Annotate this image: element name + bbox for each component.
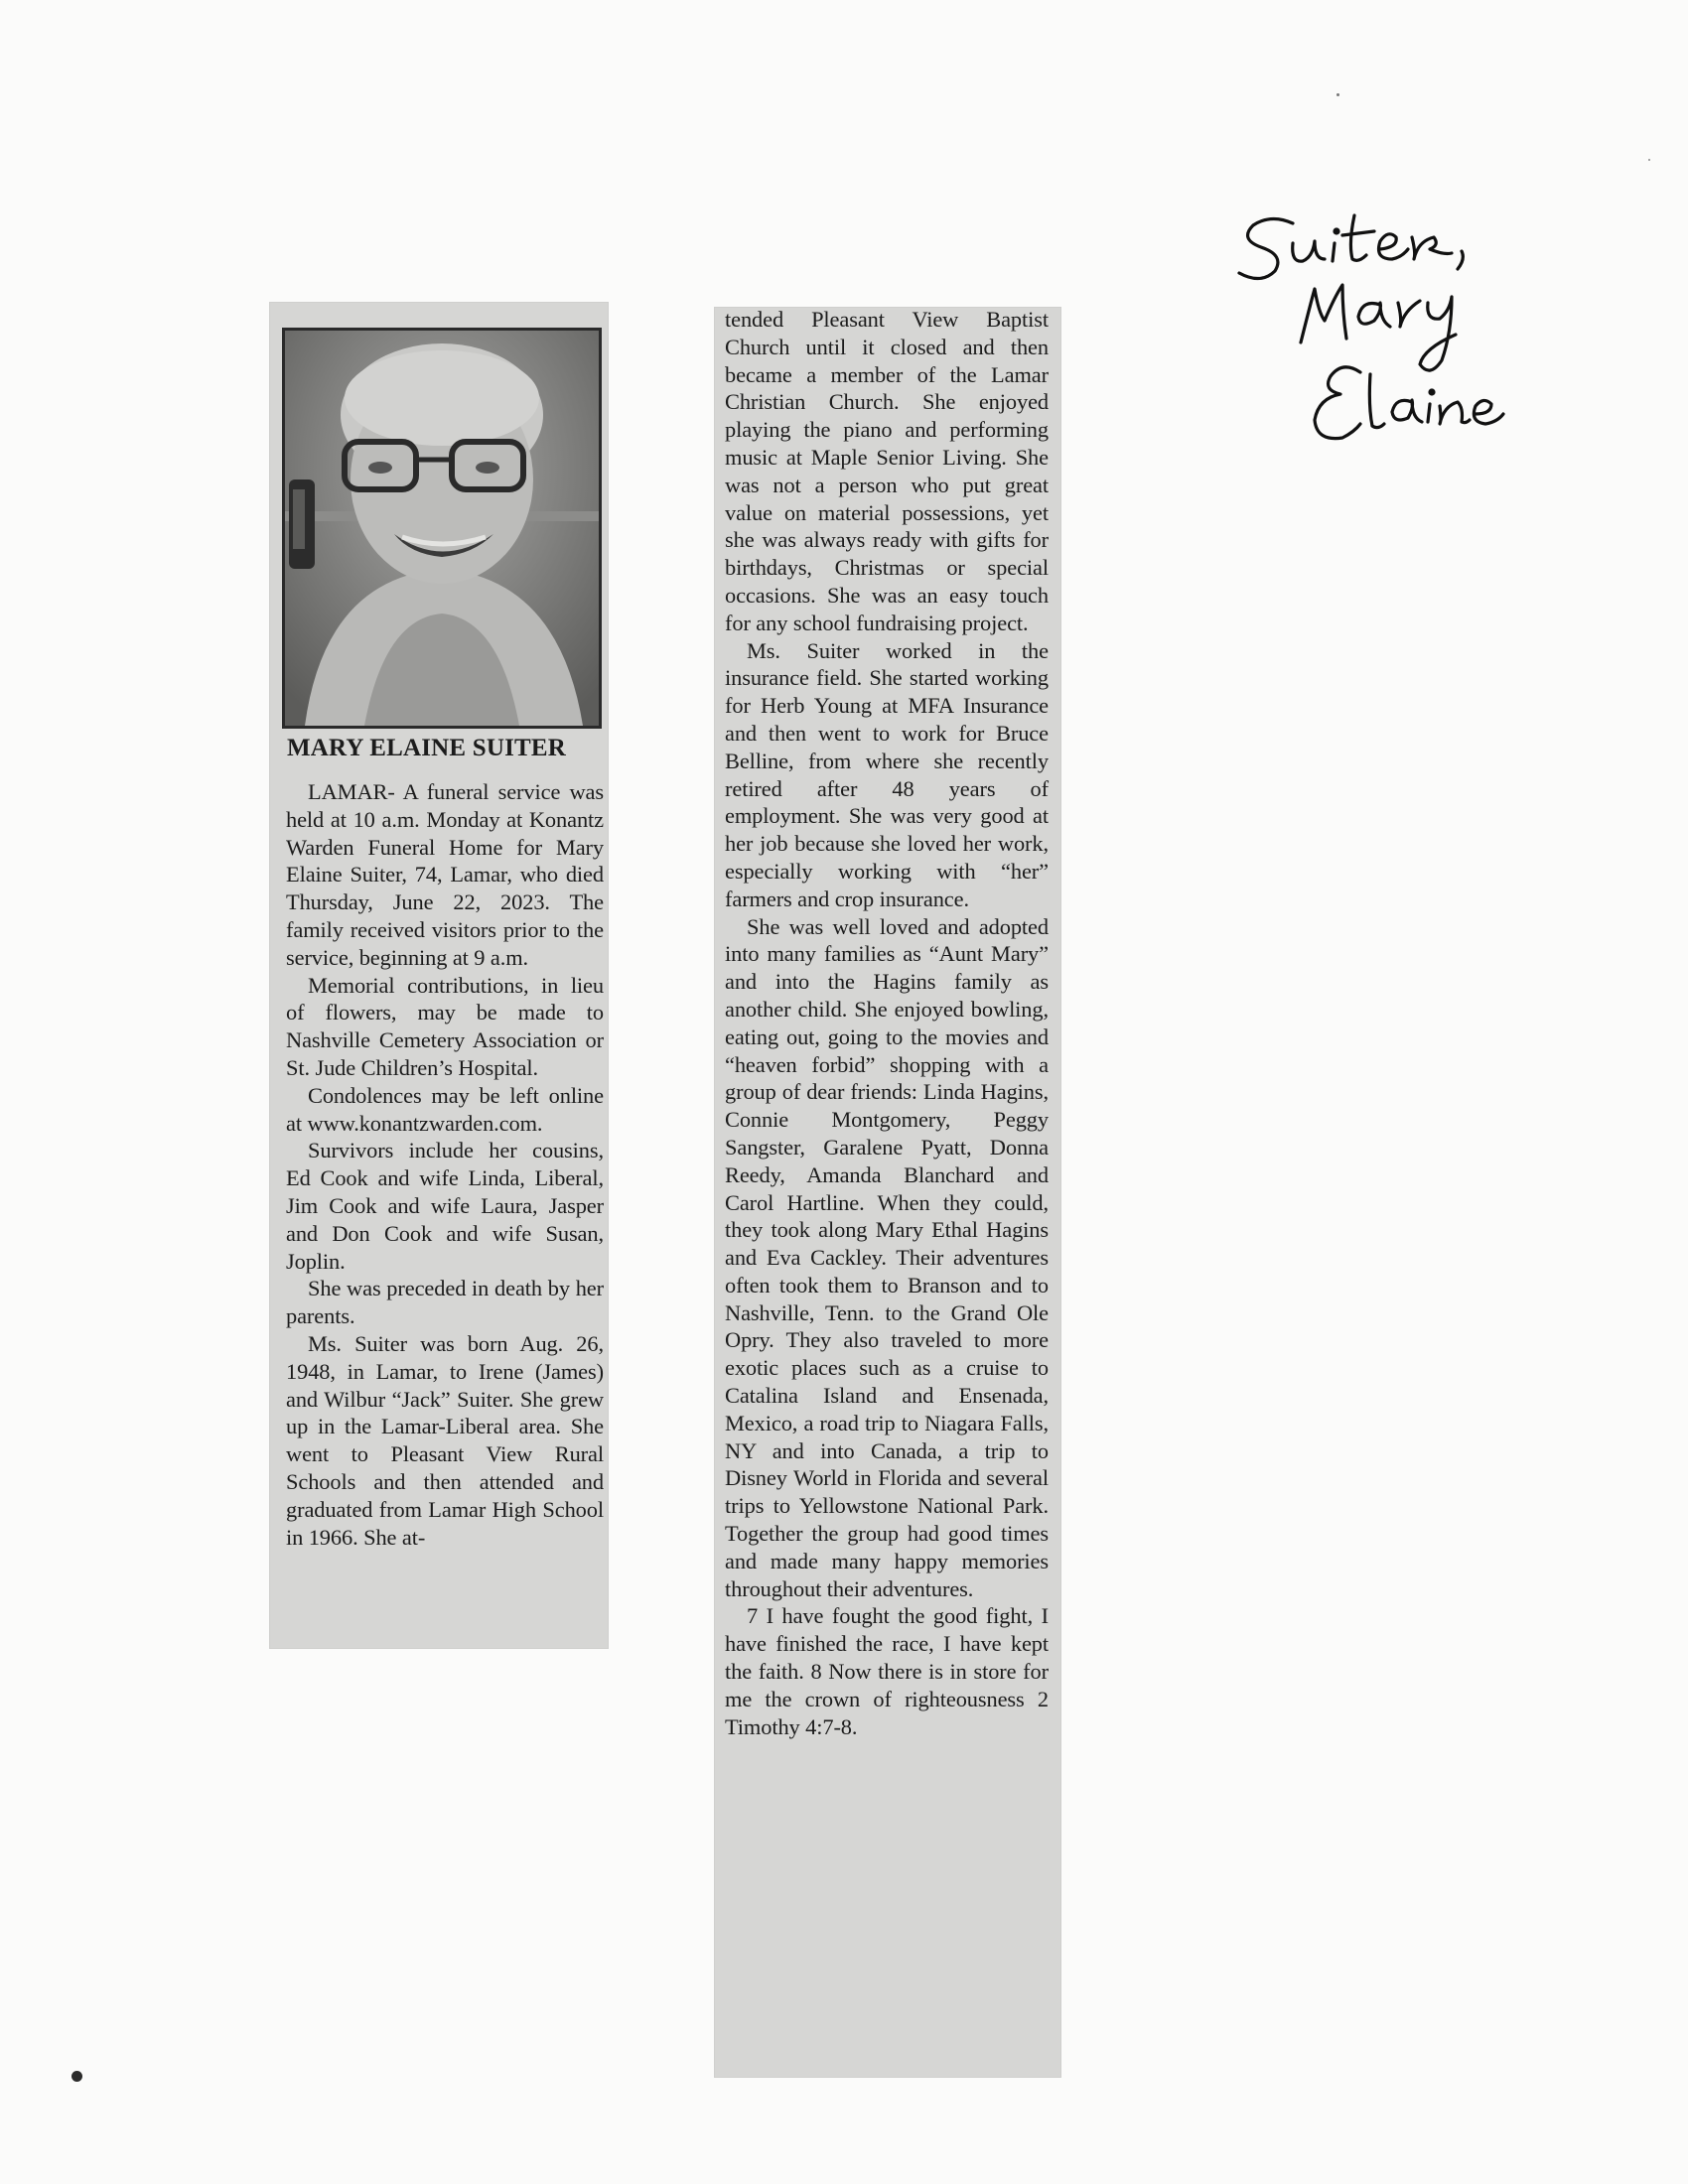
paragraph-birth-and-school: Ms. Suiter was born Aug. 26, 1948, in Lamar, to Irene (James) and Wilbur “Jack” Suiter. She grew up in the Lamar-Liberal area. She went to Pleasant View Rural Schools and then attended and graduated from Lamar High School in 1966. She at- xyxy=(286,1330,604,1550)
paragraph-survivors: Survivors include her cousins, Ed Cook and wife Linda, Liberal, Jim Cook and wife Laura, Jasper and Don Cook and wife Susan, Joplin. xyxy=(286,1138,604,1274)
paragraph-memorial-contributions: Memorial contributions, in lieu of flowers, may be made to Nashville Cemetery Association or St. Jude Children’s Hospital. xyxy=(286,972,604,1080)
paragraph-scripture: 7 I have fought the good fight, I have finished the race, I have kept the faith. 8 Now there is in store for me the crown of righteousness 2 Timothy 4:7-8. xyxy=(725,1603,1049,1739)
paragraph-condolences: Condolences may be left online at www.konantzwarden.com. xyxy=(286,1082,604,1136)
scan-speck xyxy=(1336,93,1339,96)
paragraph-funeral-service: LAMAR- A funeral service was held at 10 a.m. Monday at Konantz Warden Funeral Home for Mary Elaine Suiter, 74, Lamar, who died Thursday, June 22, 2023. The family received visitors prior to the service, beginning at 9 a.m. xyxy=(286,779,604,970)
portrait-image xyxy=(285,331,599,726)
scan-speck xyxy=(1648,159,1650,161)
handwritten-name-note xyxy=(1231,194,1589,491)
paragraph-church-and-hobbies: tended Pleasant View Baptist Church until it closed and then became a member of the Lamar Christian Church. She enjoyed playing the piano and performing music at Maple Senior Living. She was not a person who put great value on material possessions, yet she was always ready with gifts for birthdays, Christmas or special occasions. She was an easy touch for any school fundraising project. xyxy=(725,307,1049,635)
paragraph-career: Ms. Suiter worked in the insurance field. She started working for Herb Young at MFA Insurance and then went to work for Bruce Belline, from where she recently retired after 48 years of employment. She was very good at her job because she loved her work, especially working with “her” farmers and crop insurance. xyxy=(725,637,1049,911)
obituary-headline: MARY ELAINE SUITER xyxy=(287,735,567,761)
obituary-left-column xyxy=(286,778,604,1551)
scan-speck xyxy=(71,2071,82,2082)
portrait-photo xyxy=(282,328,602,729)
paragraph-preceded-in-death: She was preceded in death by her parents. xyxy=(286,1276,604,1329)
paragraph-friends-and-travel: She was well loved and adopted into many families as “Aunt Mary” and into the Hagins family as another child. She enjoyed bowling, eating out, going to the movies and “heaven forbid” shopping with a group of dear friends: Linda Hagins, Connie Montgomery, Peggy Sangster, Garalene Pyatt, Donna Reedy, Amanda Blanchard and Carol Hartline. When they could, they took along Mary Ethal Hagins and Eva Cackley. Their adventures often took them to Branson and to Nashville, Tenn. to the Grand Ole Opry. They also traveled to more exotic places such as a cruise to Catalina Island and Ensenada, Mexico, a road trip to Niagara Falls, NY and into Canada, a trip to Disney World in Florida and several trips to Yellowstone National Park. Together the group had good times and made many happy memories throughout their adventures. xyxy=(725,913,1049,1601)
obituary-right-column xyxy=(725,306,1049,1740)
